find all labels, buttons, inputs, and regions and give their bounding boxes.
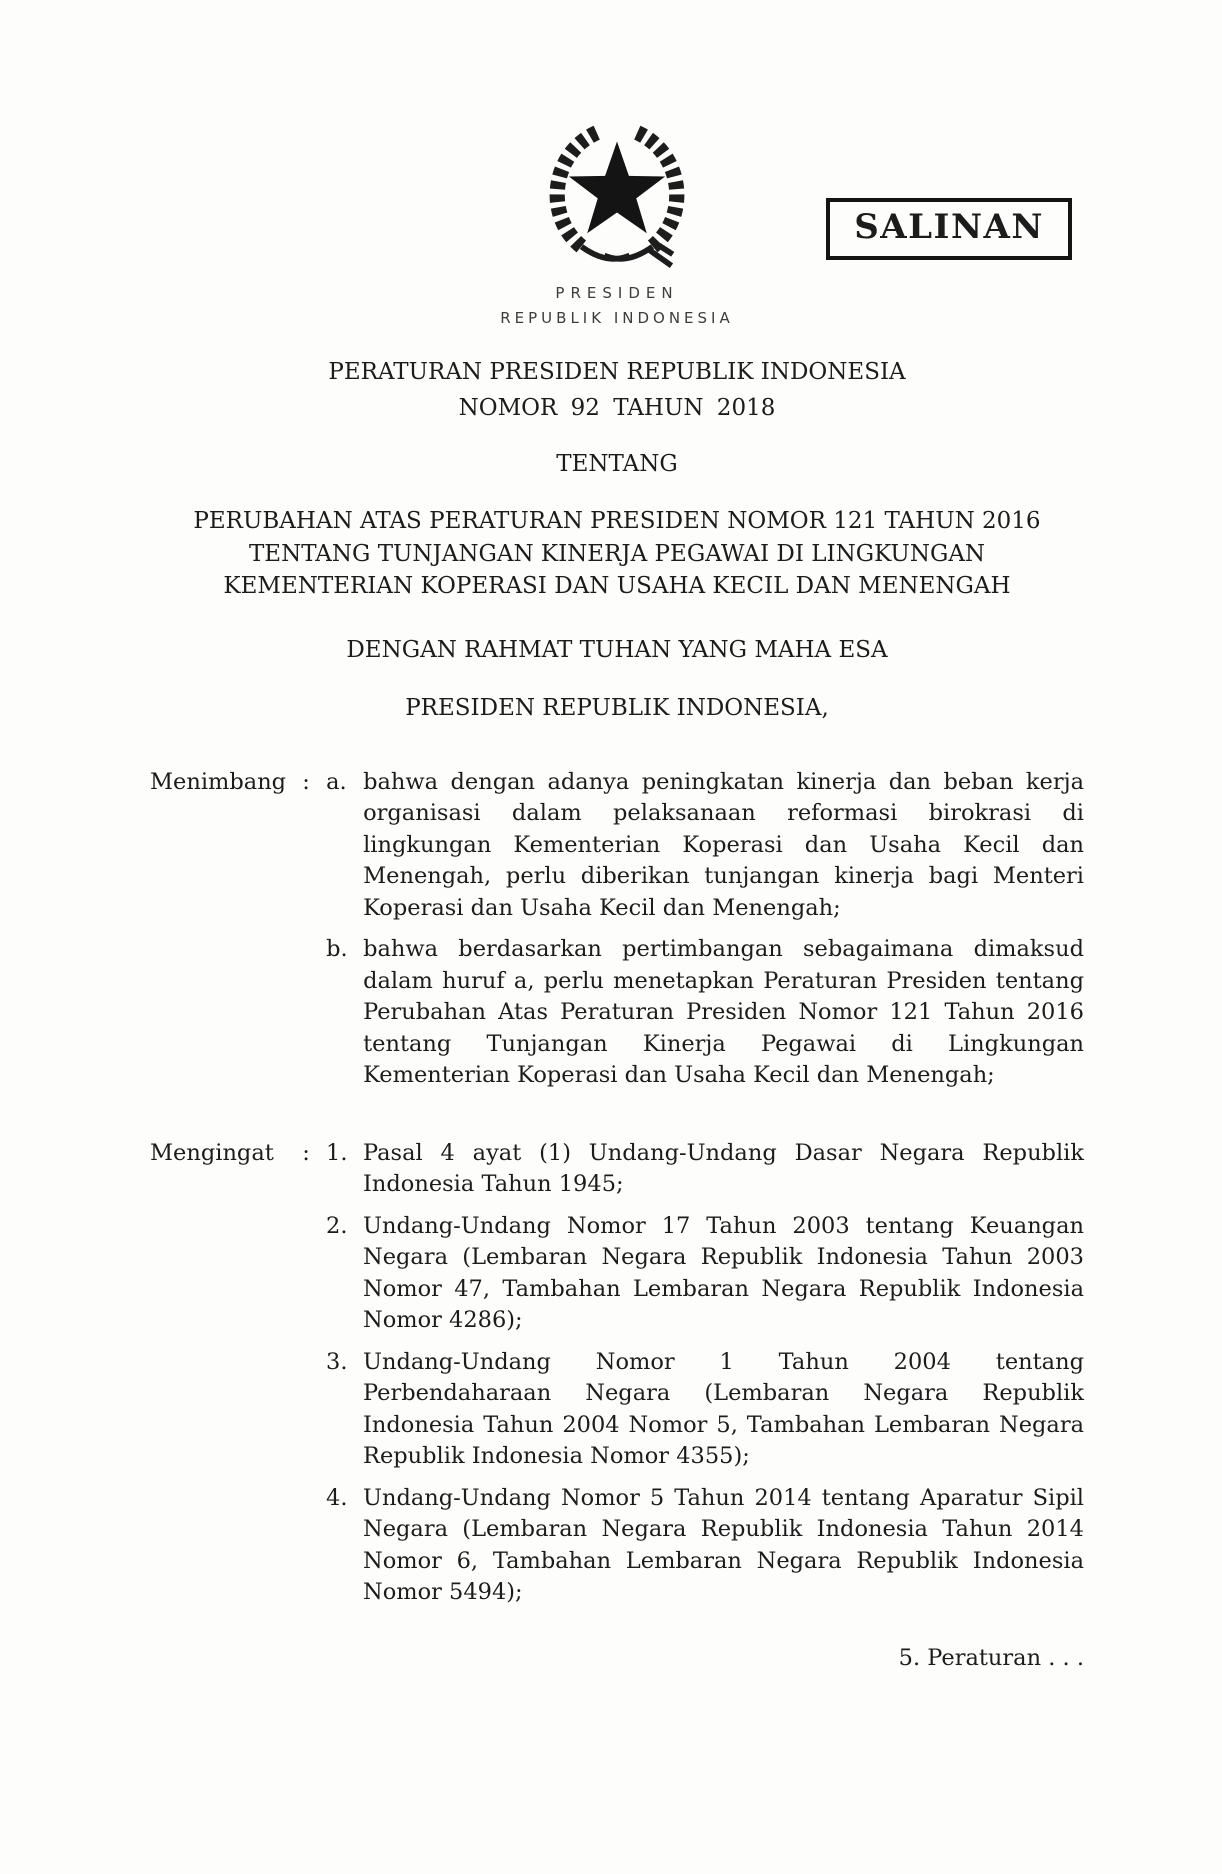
letterhead-presiden: PRESIDEN <box>555 284 679 302</box>
doc-number: NOMOR 92 TAHUN 2018 <box>458 395 776 421</box>
item-marker: a. <box>326 768 347 795</box>
clause-colon: : <box>302 768 310 795</box>
item-text: bahwa berdasarkan pertimbangan sebagaimana dimaksud dalam huruf a, perlu menetapkan Peraturan Presiden tentang Perubahan Atas Peraturan Presiden Nomor 121 Tahun 2016 tentang Tunjangan Kinerja Pegawai di Lingkungan Kementerian Koperasi dan Usaha Kecil dan Menengah; <box>363 936 1084 1089</box>
doc-type-title: PERATURAN PRESIDEN REPUBLIK INDONESIA <box>328 359 906 385</box>
star-icon <box>569 142 665 234</box>
item-marker: b. <box>326 936 348 963</box>
letterhead <box>150 284 1084 327</box>
item-marker: 2. <box>326 1212 348 1239</box>
tentang-label: TENTANG <box>556 451 678 477</box>
item-marker: 4. <box>326 1484 348 1511</box>
list-item <box>326 1211 1084 1337</box>
salinan-stamp: SALINAN <box>826 198 1072 260</box>
clause-label-menimbang: Menimbang <box>150 768 287 795</box>
clause-label-mengingat: Mengingat <box>150 1139 274 1166</box>
subject-line: KEMENTERIAN KOPERASI DAN USAHA KECIL DAN MENENGAH <box>223 573 1011 600</box>
item-marker: 1. <box>326 1139 348 1166</box>
menimbang-section <box>150 767 1084 1092</box>
list-item <box>326 1138 1084 1201</box>
list-item <box>326 1483 1084 1609</box>
presidential-seal-icon <box>538 120 696 272</box>
item-text: Undang-Undang Nomor 17 Tahun 2003 tentang Keuangan Negara (Lembaran Negara Republik Indonesia Tahun 2003 Nomor 47, Tambahan Lembaran Negara Republik Indonesia Nomor 4286); <box>363 1212 1084 1334</box>
mengingat-section <box>150 1138 1084 1609</box>
invocation-line: DENGAN RAHMAT TUHAN YANG MAHA ESA <box>346 636 888 663</box>
authority-line: PRESIDEN REPUBLIK INDONESIA, <box>405 694 829 721</box>
letterhead-republik-indonesia: REPUBLIK INDONESIA <box>500 309 734 327</box>
catchword: 5. Peraturan . . . <box>898 1644 1084 1671</box>
list-item <box>326 767 1084 925</box>
item-text: Undang-Undang Nomor 5 Tahun 2014 tentang Aparatur Sipil Negara (Lembaran Negara Republik Indonesia Tahun 2014 Nomor 6, Tambahan Lembaran Negara Republik Indonesia Nomor 5494); <box>363 1484 1084 1606</box>
list-item <box>326 934 1084 1092</box>
item-marker: 3. <box>326 1348 348 1375</box>
clause-colon: : <box>302 1139 310 1166</box>
subject-line: TENTANG TUNJANGAN KINERJA PEGAWAI DI LINGKUNGAN <box>248 540 986 567</box>
subject-block <box>150 505 1084 603</box>
list-item <box>326 1347 1084 1473</box>
mengingat-items <box>326 1138 1084 1609</box>
item-text: bahwa dengan adanya peningkatan kinerja dan beban kerja organisasi dalam pelaksanaan reformasi birokrasi di lingkungan Kementerian Koperasi dan Usaha Kecil dan Menengah, perlu diberikan tunjangan kinerja bagi Menteri Koperasi dan Usaha Kecil dan Menengah; <box>363 768 1084 921</box>
item-text: Pasal 4 ayat (1) Undang-Undang Dasar Negara Republik Indonesia Tahun 1945; <box>363 1139 1084 1198</box>
item-text: Undang-Undang Nomor 1 Tahun 2004 tentang Perbendaharaan Negara (Lembaran Negara Republik Indonesia Tahun 2004 Nomor 5, Tambahan Lembaran Negara Republik Indonesia Nomor 4355); <box>363 1348 1084 1470</box>
subject-line: PERUBAHAN ATAS PERATURAN PRESIDEN NOMOR 121 TAHUN 2016 <box>193 508 1041 534</box>
menimbang-items <box>326 767 1084 1092</box>
